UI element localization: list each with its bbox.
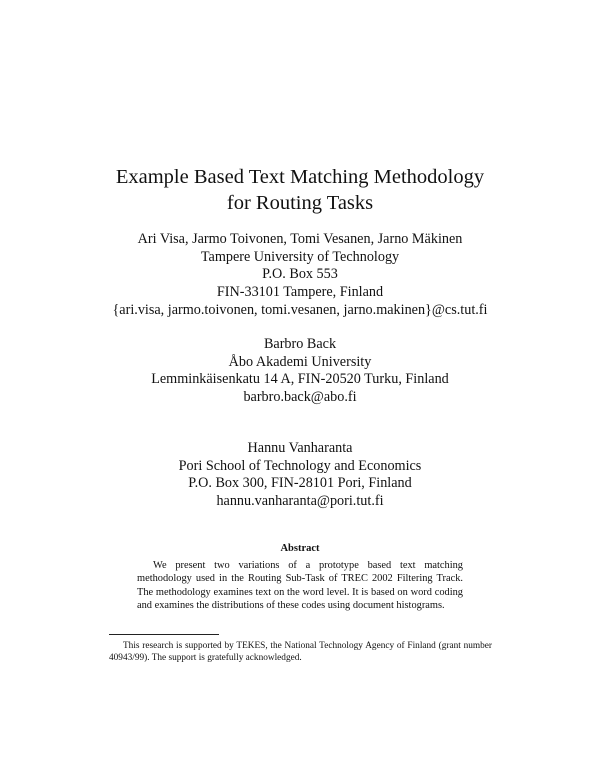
author-name: Barbro Back	[263, 336, 337, 352]
email-addresses: {ari.visa, jarmo.toivonen, tomi.vesanen, jarno.makinen}@cs.tut.fi	[112, 301, 488, 318]
footnote-rule	[109, 634, 219, 635]
affiliation: Åbo Akademi University	[228, 353, 372, 370]
author-block-pori	[0, 440, 600, 511]
paper-title	[0, 164, 600, 216]
abstract-heading: Abstract	[280, 543, 320, 554]
postal-address: Lemminkäisenkatu 14 A, FIN-20520 Turku, Finland	[151, 371, 449, 388]
postal-address: FIN-33101 Tampere, Finland	[216, 284, 384, 301]
title-line-2: for Routing Tasks	[226, 192, 374, 214]
email-address: hannu.vanharanta@pori.tut.fi	[216, 493, 384, 510]
title-line-1: Example Based Text Matching Methodology	[115, 166, 485, 188]
affiliation: Pori School of Technology and Economics	[178, 457, 422, 474]
footnote-text: This research is supported by TEKES, the National Technology Agency of Finland (grant number 40943/99). The support is gratefully acknowledged.	[109, 641, 492, 664]
author-block-tampere	[0, 231, 600, 320]
abstract-text: We present two variations of a prototype based text matching methodology used in the Routing Sub-Task of TREC 2002 Filtering Track. The methodology examines text on the word level. It is based on word coding and examines the distributions of these codes using document histograms.	[137, 560, 463, 612]
email-address: barbro.back@abo.fi	[243, 389, 357, 406]
postal-address: P.O. Box 300, FIN-28101 Pori, Finland	[188, 475, 412, 492]
po-box: P.O. Box 553	[262, 266, 338, 283]
affiliation: Tampere University of Technology	[200, 248, 400, 265]
author-names: Ari Visa, Jarmo Toivonen, Tomi Vesanen, Jarno Mäkinen	[137, 231, 463, 247]
author-name: Hannu Vanharanta	[247, 440, 353, 456]
author-block-abo	[0, 336, 600, 407]
